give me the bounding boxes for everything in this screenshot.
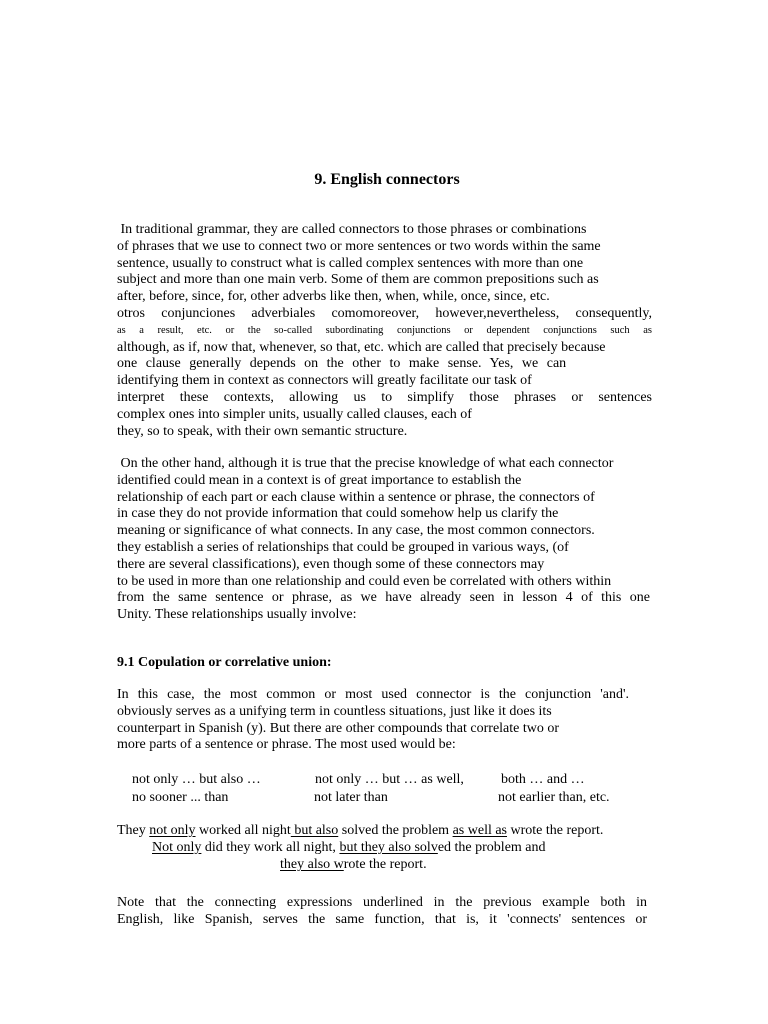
- connector-row: [132, 789, 652, 807]
- page-title: 9. English connectors: [314, 171, 460, 188]
- text-line: more parts of a sentence or phrase. The most used would be:: [117, 737, 456, 753]
- text-line: of phrases that we use to connect two or more sentences or two words within the same: [117, 238, 601, 254]
- connector-item: not only … but also …: [132, 772, 261, 787]
- example-line-1: [117, 822, 603, 839]
- text-line: Note that the connecting expressions underlined in the previous example both in: [117, 895, 647, 910]
- text-line: sentence, usually to construct what is called complex sentences with more than one: [117, 255, 584, 271]
- underlined-connector: but they also solv: [339, 840, 438, 855]
- text-line: in case they do not provide information that could somehow help us clarify the: [117, 506, 559, 522]
- connector-item: not earlier than, etc.: [498, 789, 610, 805]
- connector-item: both … and …: [501, 772, 585, 787]
- underlined-connector: they also w: [280, 857, 344, 872]
- paragraph-note: [117, 895, 647, 929]
- text-line: although, as if, now that, whenever, so that, etc. which are called that precisely because: [117, 339, 606, 355]
- text-line: identifying them in context as connectors will greatly facilitate our task of: [117, 373, 532, 389]
- example-line-3: [280, 856, 427, 873]
- example-text: did they work all night,: [201, 840, 340, 855]
- underlined-connector: but also: [290, 823, 339, 838]
- paragraph-relationships: [117, 456, 677, 624]
- text-line: meaning or significance of what connects. In any case, the most common connectors.: [117, 523, 595, 539]
- text-line: from the same sentence or phrase, as we have already seen in lesson 4 of this one: [117, 590, 650, 606]
- text-line: to be used in more than one relationship and could even be correlated with others within: [117, 573, 612, 589]
- text-line: they establish a series of relationships that could be grouped in various ways, (of: [117, 539, 569, 555]
- underlined-connector: not only: [149, 823, 196, 838]
- underlined-connector: Not only: [152, 840, 202, 855]
- example-text: rote the report.: [343, 857, 427, 872]
- text-line: after, before, since, for, other adverbs like then, when, while, once, since, etc.: [117, 289, 550, 305]
- connector-row: [132, 771, 652, 789]
- connector-item: not only … but … as well,: [315, 772, 464, 787]
- text-line: English, like Spanish, serves the same function, that is, it 'connects' sentences or: [117, 911, 647, 927]
- text-line: interpret these contexts, allowing us to simplify those phrases or sentences: [117, 389, 652, 405]
- example-text: solved the problem: [338, 823, 453, 838]
- example-text: wrote the report.: [507, 823, 604, 838]
- text-line: one clause generally depends on the other to make sense. Yes, we can: [117, 356, 567, 372]
- text-line: In traditional grammar, they are called connectors to those phrases or combinations: [117, 222, 587, 237]
- connector-item: not later than: [314, 789, 388, 805]
- text-line: they, so to speak, with their own semantic structure.: [117, 423, 408, 439]
- text-line: there are several classifications), even though some of these connectors may: [117, 556, 545, 572]
- text-line: relationship of each part or each clause within a sentence or phrase, the connectors of: [117, 489, 595, 505]
- example-line-2: [152, 839, 546, 856]
- connector-item: no sooner ... than: [132, 789, 229, 805]
- text-line: subject and more than one main verb. Some of them are common prepositions such as: [117, 272, 599, 288]
- paragraph-copulation: [117, 687, 652, 754]
- example-text: worked all night: [195, 823, 291, 838]
- text-line: identified could mean in a context is of great importance to establish the: [117, 472, 522, 488]
- text-line: otros conjunciones adverbiales comomoreover, however,nevertheless, consequently,: [117, 305, 652, 321]
- example-text: ed the problem and: [437, 840, 546, 855]
- paragraph-intro: [117, 222, 652, 440]
- example-text: They: [117, 823, 150, 838]
- underlined-connector: as well as: [452, 823, 508, 838]
- text-line: On the other hand, although it is true that the precise knowledge of what each connector: [117, 456, 614, 471]
- connector-list: [132, 771, 652, 806]
- text-line: Unity. These relationships usually involve:: [117, 607, 357, 623]
- text-line: In this case, the most common or most used connector is the conjunction 'and'.: [117, 687, 629, 702]
- text-line: as a result, etc. or the so-called subordinating conjunctions or dependent conjunctions such as: [117, 324, 652, 336]
- section-heading: 9.1 Copulation or correlative union:: [117, 655, 332, 670]
- text-line: complex ones into simpler units, usually called clauses, each of: [117, 406, 472, 422]
- text-line: counterpart in Spanish (y). But there are other compounds that correlate two or: [117, 720, 560, 736]
- text-line: obviously serves as a unifying term in countless situations, just like it does its: [117, 703, 552, 719]
